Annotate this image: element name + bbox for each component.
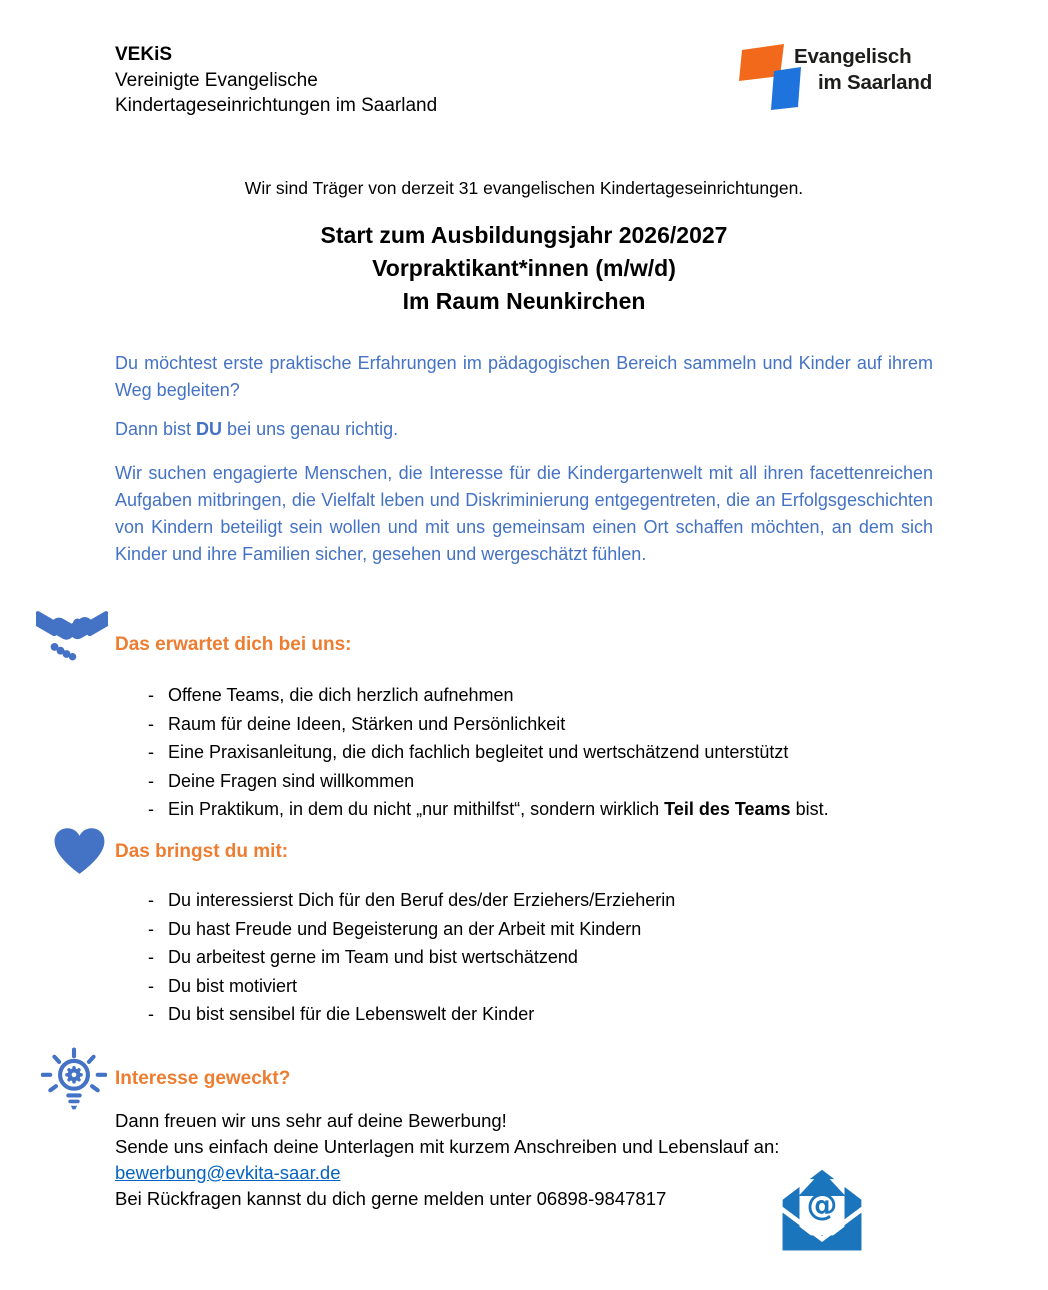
list-item (136, 972, 936, 1001)
org-name-line1: Vereinigte Evangelische (115, 69, 318, 91)
dash-bullet: - (148, 947, 154, 967)
at-symbol: @ (806, 1186, 838, 1223)
list-item (136, 1000, 936, 1029)
list-item-text: Offene Teams, die dich herzlich aufnehmen (168, 685, 514, 705)
section-heading-expect: Das erwartet dich bei uns: (115, 634, 352, 655)
org-header (115, 42, 437, 119)
dash-bullet: - (148, 713, 154, 734)
dash-bullet: - (148, 1004, 154, 1024)
pitch-answer-pre: Dann bist (115, 419, 197, 439)
pitch-answer-post: bei uns genau richtig. (222, 419, 399, 439)
heart-icon (52, 826, 107, 877)
list-item-text-bold: Teil des Teams (664, 799, 791, 819)
list-item-text: Eine Praxisanleitung, die dich fachlich begleitet und wertschätzend unterstützt (168, 742, 789, 762)
section-heading-interest: Interesse geweckt? (115, 1068, 291, 1089)
org-abbreviation: VEKiS (115, 44, 173, 65)
list-item (136, 767, 936, 796)
list-item (136, 681, 936, 710)
logo-text-line2: im Saarland (818, 71, 933, 94)
list-item-text: Du hast Freude und Begeisterung an der Arbeit mit Kindern (168, 918, 642, 939)
list-item (136, 738, 936, 767)
job-title-line1: Start zum Ausbildungsjahr 2026/2027 (320, 222, 728, 248)
list-item-text: Du interessierst Dich für den Beruf des/der Erziehers/Erzieherin (168, 890, 676, 910)
pitch-mission: Wir suchen engagierte Menschen, die Interesse für die Kindergartenwelt mit all ihren facettenreichen Aufgaben mitbringen, die Vielfalt leben und Diskriminierung entgegentreten, die an Erfolgsgeschichten von Kindern beteiligt sein wollen und mit uns gemeinsam einen Ort schaffen möchten, an dem sich Kinder und ihre Familien sicher, gesehen und wergeschätzt fühlen. (115, 463, 933, 564)
dash-bullet: - (148, 742, 154, 762)
job-title (0, 219, 1048, 318)
job-title-line2: Vorpraktikant*innen (m/w/d) (372, 255, 676, 281)
lightbulb-gear-icon (41, 1047, 107, 1115)
pitch-answer-emphasis: DU (196, 419, 223, 439)
list-item (136, 795, 936, 824)
intro-sentence: Wir sind Träger von derzeit 31 evangelischen Kindertageseinrichtungen. (244, 178, 804, 198)
dash-bullet: - (148, 918, 154, 939)
contact-line1: Dann freuen wir uns sehr auf deine Bewerbung! (115, 1110, 507, 1131)
list-item (136, 886, 936, 915)
list-item-text: Deine Fragen sind willkommen (168, 770, 415, 791)
contact-email-line (115, 1160, 875, 1186)
section-heading-bring: Das bringst du mit: (115, 841, 289, 862)
list-item-text (168, 795, 829, 824)
evangelisch-im-saarland-logo (738, 40, 932, 112)
list-item-text: Du arbeitest gerne im Team und bist wertschätzend (168, 947, 578, 967)
dash-bullet: - (148, 799, 154, 819)
contact-line2: Sende uns einfach deine Unterlagen mit kurzem Anschreiben und Lebenslauf an: (115, 1136, 780, 1157)
dash-bullet: - (148, 975, 154, 996)
dash-bullet: - (148, 890, 154, 910)
pitch-answer (115, 416, 933, 443)
list-item (136, 943, 936, 972)
logo-text-line1: Evangelisch (794, 45, 912, 68)
email-envelope-icon (777, 1164, 867, 1258)
job-title-line3: Im Raum Neunkirchen (402, 288, 646, 314)
list-item (136, 915, 936, 944)
list-item-text: Du bist motiviert (168, 975, 298, 996)
pitch-question: Du möchtest erste praktische Erfahrungen im pädagogischen Bereich sammeln und Kinder auf ihrem Weg begleiten? (115, 353, 933, 400)
list-item-text: Raum für deine Ideen, Stärken und Persönlichkeit (168, 713, 566, 734)
dash-bullet: - (148, 685, 154, 705)
list-item-text-pre: Ein Praktikum, in dem du nicht „nur mithilfst“, sondern wirklich (168, 799, 665, 819)
contact-line3: Bei Rückfragen kannst du dich gerne melden unter 06898-9847817 (115, 1188, 667, 1209)
bring-list (136, 886, 936, 1029)
list-item-text-post: bist. (790, 799, 829, 819)
logo-wordmark (794, 44, 932, 96)
list-item (136, 710, 936, 739)
dash-bullet: - (148, 770, 154, 791)
logo-mark-icon (738, 40, 802, 112)
email-link[interactable]: bewerbung@evkita-saar.de (115, 1162, 341, 1183)
org-name-line2: Kindertageseinrichtungen im Saarland (115, 95, 438, 116)
expect-list (136, 681, 936, 824)
contact-block (115, 1108, 875, 1212)
list-item-text: Du bist sensibel für die Lebenswelt der Kinder (168, 1004, 535, 1024)
handshake-icon (36, 607, 108, 665)
